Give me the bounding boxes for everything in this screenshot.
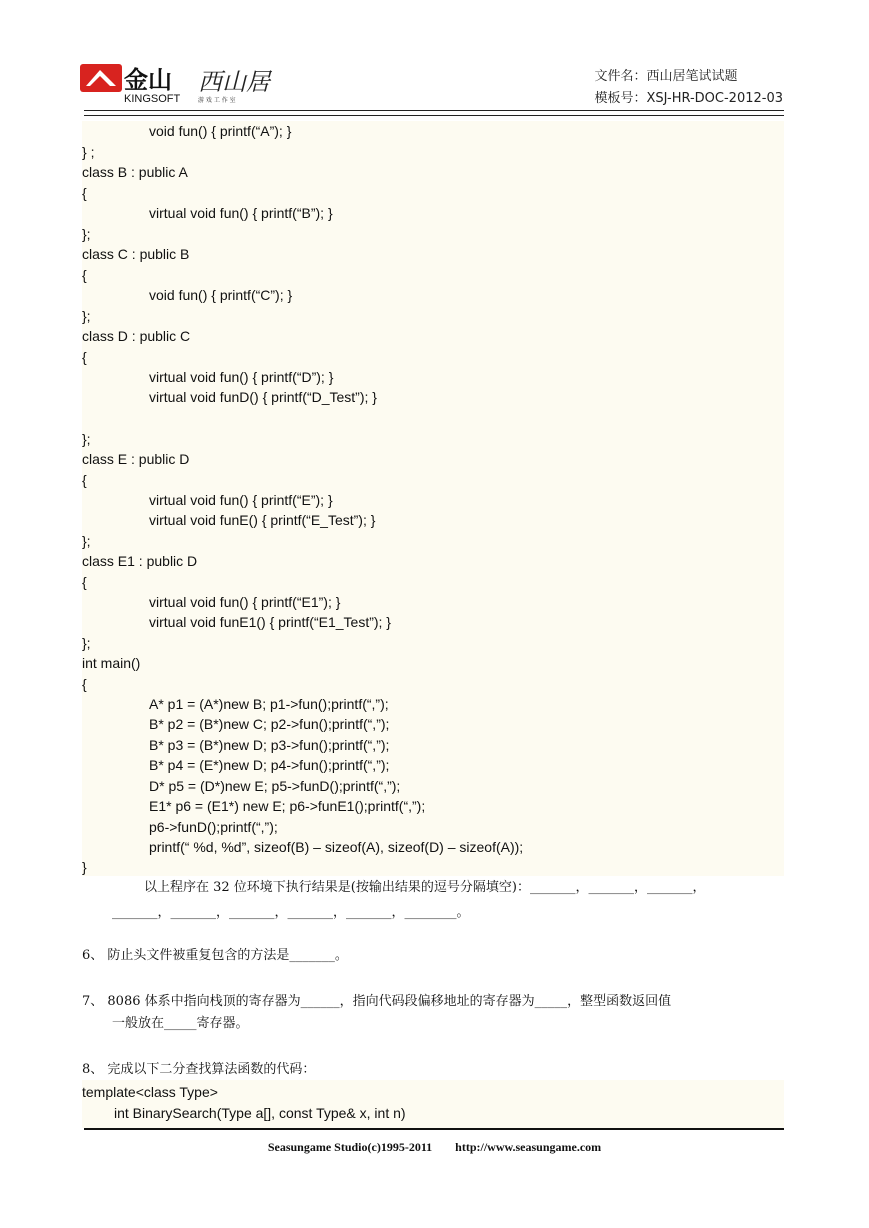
svg-text:游 戏 工 作 室: 游 戏 工 作 室 — [198, 97, 236, 104]
question-6: 6、 防止头文件被重复包含的方法是_______。 — [82, 948, 348, 963]
code-line: virtual void fun() { printf(“E”); } — [149, 492, 333, 508]
kingsoft-logo — [80, 62, 280, 106]
code-line: } — [82, 859, 87, 875]
code-line: { — [82, 676, 87, 692]
code-line: void fun() { printf(“C”); } — [149, 287, 293, 303]
svg-text:金山: 金山 — [124, 66, 172, 94]
code-line: printf(“ %d, %d”, sizeof(B) – sizeof(A), sizeof(D) – sizeof(A)); — [149, 839, 524, 855]
code-line: class D : public C — [82, 328, 191, 344]
code-block — [82, 121, 784, 876]
code-line: virtual void funD() { printf(“D_Test”); } — [149, 389, 377, 405]
file-name: 文件名：西山居笔试试题 — [594, 69, 738, 84]
code-line: { — [82, 574, 87, 590]
code-line: p6->funD();printf(“,”); — [149, 819, 278, 835]
code-line: }; — [82, 533, 91, 549]
code-line: virtual void funE1() { printf(“E1_Test”); } — [149, 614, 391, 630]
code-line: B* p3 = (B*)new D; p3->fun();printf(“,”); — [149, 737, 390, 753]
document-meta — [594, 66, 783, 110]
code-line: }; — [82, 226, 91, 242]
code-line: A* p1 = (A*)new B; p1->fun();printf(“,”); — [149, 696, 389, 712]
code-line: virtual void fun() { printf(“B”); } — [149, 205, 333, 221]
code-line: { — [82, 472, 87, 488]
question-5-blanks: _______，_______，_______，_______，_______，________。 — [112, 905, 470, 920]
footer-studio: Seasungame Studio(c)1995-2011 — [267, 1140, 433, 1154]
header-rule — [84, 110, 784, 111]
code-line: } ; — [82, 144, 95, 160]
question-7-line-2: 一般放在_____寄存器。 — [112, 1016, 249, 1031]
question-7-line-1: 7、 8086 体系中指向栈顶的寄存器为______，指向代码段偏移地址的寄存器为_____，整型函数返回值 — [82, 994, 672, 1009]
code-line: class E : public D — [82, 451, 190, 467]
template-number: 模板号：XSJ-HR-DOC-2012-03 — [594, 91, 783, 106]
svg-text:KINGSOFT: KINGSOFT — [124, 93, 181, 105]
question-8: 8、 完成以下二分查找算法函数的代码： — [82, 1062, 316, 1077]
code-line: B* p4 = (E*)new D; p4->fun();printf(“,”); — [149, 757, 390, 773]
code-line: virtual void fun() { printf(“E1”); } — [149, 594, 341, 610]
header-rule-secondary — [84, 115, 784, 116]
code-line: E1* p6 = (E1*) new E; p6->funE1();printf(“,”); — [149, 798, 426, 814]
code-line: }; — [82, 431, 91, 447]
code-line: }; — [82, 308, 91, 324]
code-line: int BinarySearch(Type a[], const Type& x, int n) — [114, 1105, 406, 1121]
code-line: class E1 : public D — [82, 553, 198, 569]
code-line: template<class Type> — [82, 1084, 218, 1100]
footer-rule — [84, 1128, 784, 1130]
code-line: { — [82, 185, 87, 201]
code-line: }; — [82, 635, 91, 651]
code-block-2 — [82, 1080, 784, 1128]
code-line: virtual void fun() { printf(“D”); } — [149, 369, 334, 385]
page-footer — [0, 1140, 869, 1155]
code-line: { — [82, 349, 87, 365]
code-line: class B : public A — [82, 164, 188, 180]
code-line: int main() — [82, 655, 141, 671]
code-line: D* p5 = (D*)new E; p5->funD();printf(“,”); — [149, 778, 401, 794]
page-header — [0, 0, 869, 122]
code-line: virtual void funE() { printf(“E_Test”); } — [149, 512, 376, 528]
code-line: B* p2 = (B*)new C; p2->fun();printf(“,”); — [149, 716, 390, 732]
code-line: void fun() { printf(“A”); } — [149, 123, 292, 139]
footer-url[interactable]: http://www.seasungame.com — [455, 1140, 602, 1154]
question-5-prompt: 以上程序在 32 位环境下执行结果是(按输出结果的逗号分隔填空)：_______，_______，_______， — [144, 880, 706, 895]
code-line: { — [82, 267, 87, 283]
svg-text:西山居: 西山居 — [198, 68, 270, 96]
code-line: class C : public B — [82, 246, 190, 262]
